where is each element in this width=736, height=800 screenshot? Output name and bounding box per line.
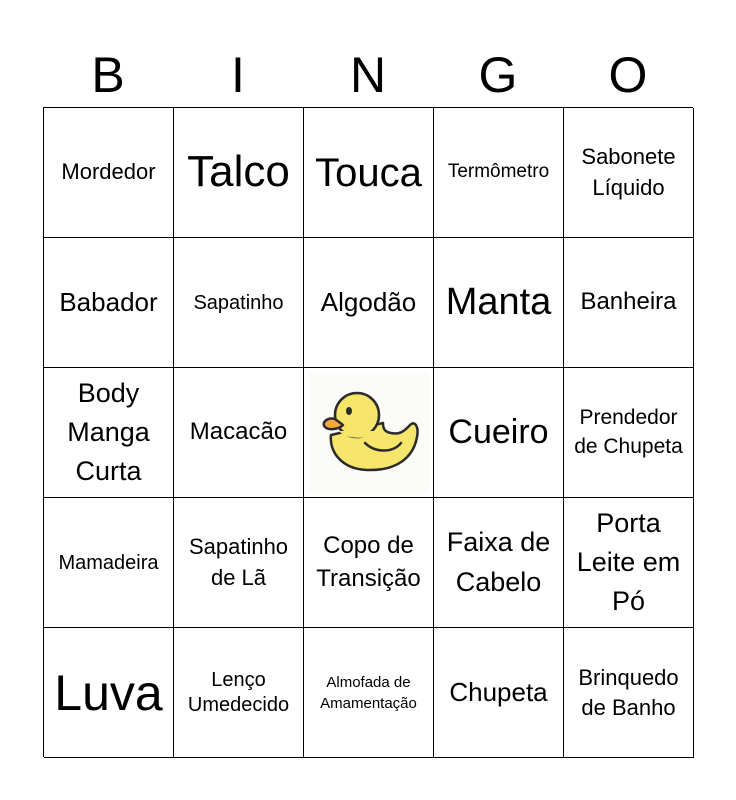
bingo-cell xyxy=(434,238,564,368)
bingo-cell xyxy=(564,238,694,368)
cell-text: Babador xyxy=(59,286,158,317)
cell-text: Copo de Transição xyxy=(316,532,421,592)
cell-text: Sapatinho de Lã xyxy=(188,533,289,590)
bingo-cell xyxy=(304,628,434,758)
bingo-cell xyxy=(564,368,694,498)
cell-text: Prendedor de Chupeta xyxy=(574,406,683,458)
cell-text: Talco xyxy=(187,147,290,197)
cell-text: Cueiro xyxy=(448,413,549,452)
cell-text: Mordedor xyxy=(61,159,156,185)
cell-text: Touca xyxy=(315,150,422,195)
header-letter-g: G xyxy=(478,47,518,103)
bingo-cell xyxy=(44,238,174,368)
bingo-header xyxy=(43,44,693,106)
bingo-cell xyxy=(434,498,564,628)
bingo-cell xyxy=(564,628,694,758)
cell-text: Macacão xyxy=(189,418,288,446)
bingo-cell xyxy=(564,108,694,238)
bingo-cell xyxy=(44,108,174,238)
bingo-cell xyxy=(174,498,304,628)
cell-text: Mamadeira xyxy=(58,551,159,574)
bingo-cell xyxy=(44,498,174,628)
cell-text: Lenço Umedecido xyxy=(187,668,290,716)
bingo-cell xyxy=(174,368,304,498)
header-letter-o: O xyxy=(608,47,648,103)
bingo-cell xyxy=(304,108,434,238)
cell-text: Almofada de Amamentação xyxy=(320,673,417,712)
bingo-grid xyxy=(43,107,693,757)
cell-text: Banheira xyxy=(580,288,677,316)
bingo-cell xyxy=(564,498,694,628)
header-letter-i: I xyxy=(231,47,245,103)
bingo-cell xyxy=(434,108,564,238)
bingo-cell xyxy=(434,368,564,498)
cell-text: Faixa de Cabelo xyxy=(446,527,551,597)
free-space-cell xyxy=(304,368,434,498)
cell-text: Algodão xyxy=(320,286,417,317)
cell-text: Body Manga Curta xyxy=(67,377,150,487)
cell-text: Porta Leite em Pó xyxy=(576,507,681,617)
bingo-cell xyxy=(174,108,304,238)
bingo-cell xyxy=(44,368,174,498)
cell-text: Sapatinho xyxy=(193,291,284,314)
bingo-cell xyxy=(304,238,434,368)
cell-text: Brinquedo de Banho xyxy=(578,664,679,720)
rubber-duck-icon xyxy=(309,373,429,493)
bingo-cell xyxy=(304,498,434,628)
bingo-cell xyxy=(174,628,304,758)
header-letter-n: N xyxy=(349,47,387,103)
cell-text: Luva xyxy=(54,664,163,721)
cell-text: Chupeta xyxy=(449,676,548,707)
bingo-cell xyxy=(174,238,304,368)
cell-text: Manta xyxy=(445,280,552,323)
cell-text: Sabonete Líquido xyxy=(581,143,676,200)
cell-text: Termômetro xyxy=(447,161,550,183)
bingo-cell xyxy=(434,628,564,758)
header-letter-b: B xyxy=(91,47,125,103)
bingo-cell xyxy=(44,628,174,758)
